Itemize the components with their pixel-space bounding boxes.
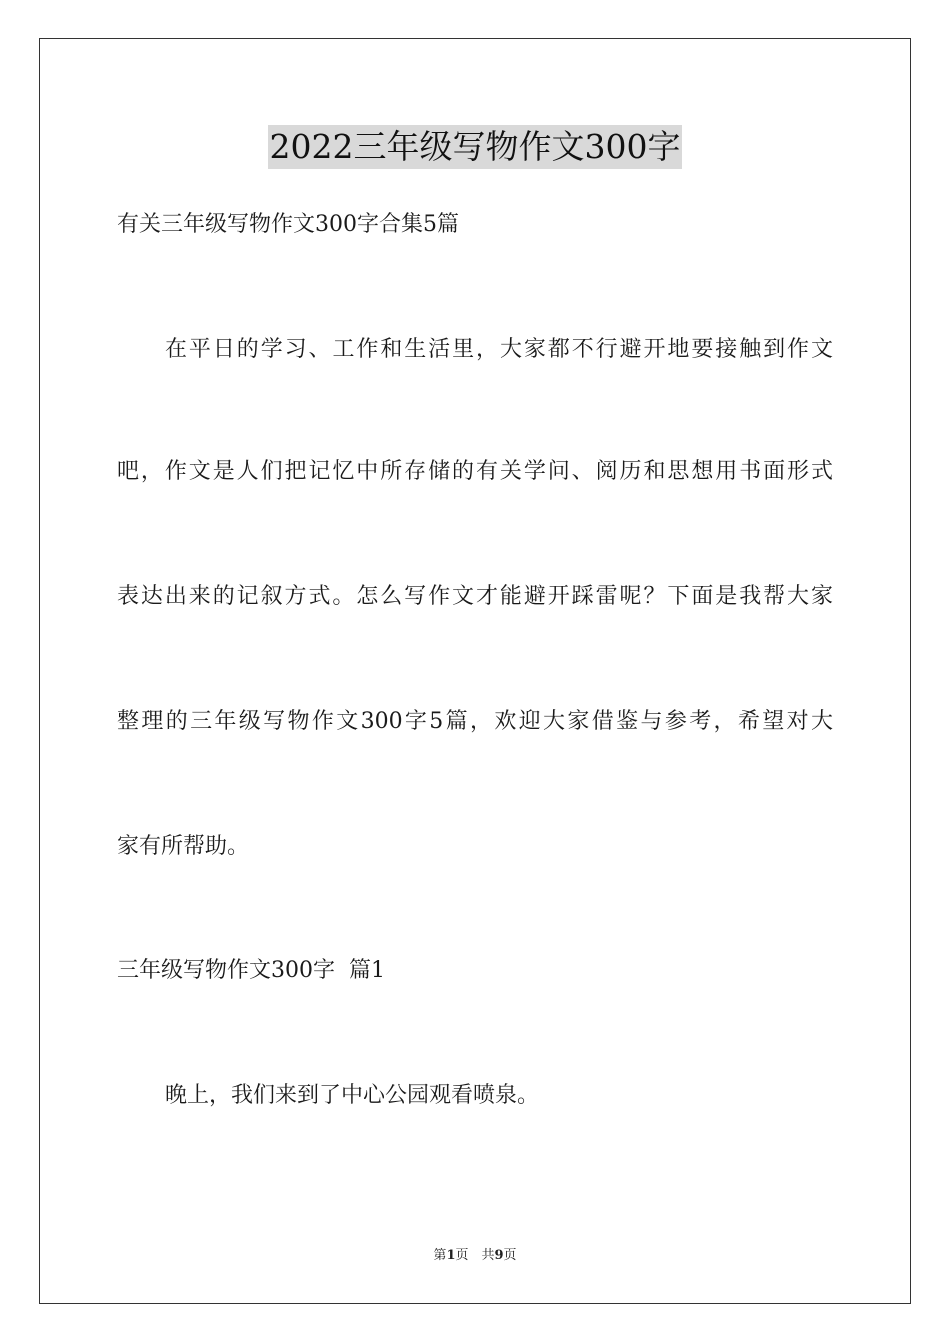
- footer-page-current: 1: [446, 1248, 456, 1263]
- document-subtitle: 有关三年级写物作文300字合集5篇: [117, 212, 459, 237]
- section-heading: 三年级写物作文300字 篇1: [117, 958, 385, 983]
- paragraph-line: 吧，作文是人们把记忆中所存储的有关学问、阅历和思想用书面形式: [117, 459, 833, 484]
- title-container: [0, 125, 950, 169]
- footer-page-total: 9: [494, 1248, 504, 1263]
- paragraph-line: 在平日的学习、工作和生活里，大家都不行避开地要接触到作文: [165, 337, 833, 362]
- page-footer: [0, 1247, 950, 1265]
- footer-page-mid: 页 共: [455, 1248, 495, 1263]
- section-paragraph-line: 晚上，我们来到了中心公园观看喷泉。: [165, 1083, 540, 1108]
- footer-page-suffix: 页: [503, 1248, 517, 1263]
- paragraph-line: 表达出来的记叙方式。怎么写作文才能避开踩雷呢？下面是我帮大家: [117, 584, 833, 609]
- paragraph-line: 整理的三年级写物作文300字5篇，欢迎大家借鉴与参考，希望对大: [117, 709, 833, 734]
- footer-page-prefix: 第: [433, 1248, 447, 1263]
- document-title: 2022三年级写物作文300字: [268, 125, 683, 169]
- paragraph-line: 家有所帮助。: [117, 834, 250, 859]
